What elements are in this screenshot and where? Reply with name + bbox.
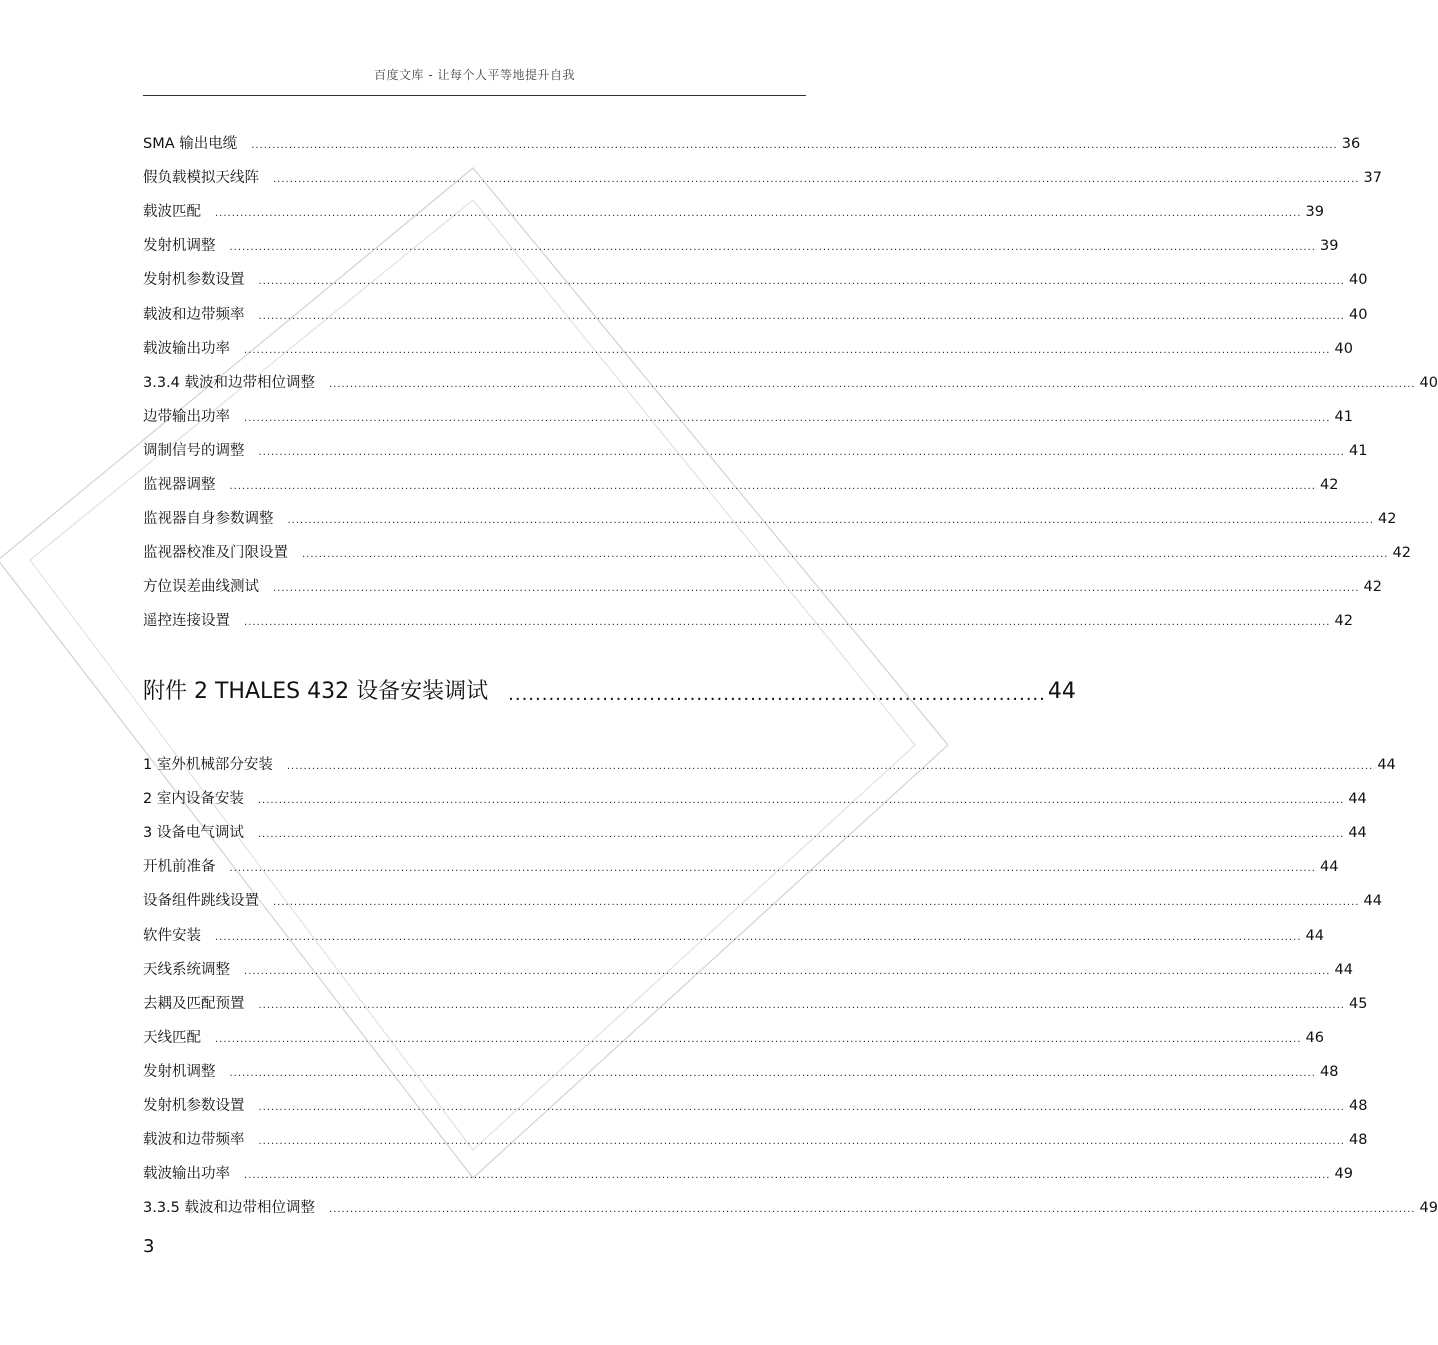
leader-dots: .................................................................................................................................................................................................................................................................... — [329, 1204, 1416, 1216]
toc-entry[interactable] — [143, 506, 1397, 528]
toc-entry-page: 48 — [1348, 1132, 1368, 1149]
leader-dots: .................................................................................................................................................................................................................................................................... — [244, 344, 1331, 356]
toc-entry-title: 天线系统调整 — [143, 961, 230, 978]
leader-dots: .................................................................................................................................................................................................................................................................... — [244, 1170, 1331, 1182]
leader-dots: .................................................................................................................................................................................................................................................................... — [251, 140, 1338, 151]
toc-entry-page: 42 — [1334, 613, 1353, 630]
leader-dots: .................................................................................................................................................................................................................................................................... — [258, 310, 1345, 322]
leader-dots: .................................................................................................................................................................................................................................................................... — [286, 761, 1374, 772]
toc-entry[interactable] — [143, 1059, 1339, 1081]
toc-entry-page: 42 — [1363, 579, 1382, 596]
toc-entry-title: 监视器自身参数调整 — [143, 511, 274, 528]
toc-entry[interactable] — [143, 199, 1324, 221]
toc-entry[interactable] — [143, 820, 1367, 842]
toc-entry-title: 开机前准备 — [143, 859, 216, 876]
leader-dots: .................................................................................................................................................................................................................................................................... — [258, 1136, 1345, 1148]
toc-entry-page: 40 — [1334, 340, 1353, 357]
leader-dots: .................................................................................................................................................................................................................................................................... — [257, 829, 1345, 841]
leader-dots: .................................................................................................................................................................................................................................................................... — [244, 965, 1331, 977]
toc-entry-page: 39 — [1319, 238, 1339, 255]
toc-entry[interactable] — [143, 608, 1353, 630]
leader-dots: .................................................................................................................................................................................................................................................................... — [229, 863, 1316, 875]
leader-dots: .................................................................................................................................................................................................................................................................... — [229, 242, 1316, 254]
toc-entry-page: 42 — [1392, 545, 1411, 562]
toc-entry[interactable] — [143, 472, 1339, 494]
leader-dots: .................................................................................................................................................................................................................................................................... — [258, 1102, 1345, 1113]
toc-entry-title: 去耦及匹配预置 — [143, 995, 245, 1012]
leader-dots: .................................................................................................................................................................................................................................................................... — [258, 446, 1345, 458]
toc-entry[interactable] — [143, 336, 1353, 358]
toc-entry-title: 假负载模拟天线阵 — [143, 170, 259, 187]
leader-dots: .................................................................................................................................................................................................................................................................... — [302, 549, 1389, 561]
toc-entry-title: 载波和边带频率 — [143, 1132, 245, 1149]
toc-entry-title: 载波和边带频率 — [143, 306, 245, 323]
toc-entry-page: 44 — [1377, 757, 1396, 773]
section-page: 44 — [1047, 679, 1076, 704]
leader-dots: .................................................................................................................................................................................................................................................................... — [273, 583, 1360, 595]
toc-entry-page: 45 — [1348, 995, 1368, 1012]
toc-entry-title: 发射机参数设置 — [143, 272, 245, 289]
toc-entry-title: 边带输出功率 — [143, 408, 230, 425]
section-leader-dots: ................................................................................ — [508, 684, 1046, 705]
leader-dots: .................................................................................................................................................................................................................................................................... — [229, 1067, 1316, 1079]
page-number: 3 — [143, 1236, 155, 1257]
toc-entry[interactable] — [143, 540, 1411, 562]
leader-dots: .................................................................................................................................................................................................................................................................... — [215, 208, 1302, 220]
toc-entry[interactable] — [143, 1093, 1368, 1115]
toc-entry[interactable] — [143, 438, 1368, 460]
toc-entry-page: 42 — [1377, 511, 1397, 528]
toc-entry-title: 3.3.4 载波和边带相位调整 — [143, 374, 316, 391]
toc-entry[interactable] — [143, 574, 1382, 596]
toc-entry[interactable] — [143, 888, 1382, 910]
toc-entry[interactable] — [143, 991, 1368, 1013]
toc-entry-page: 37 — [1363, 170, 1382, 187]
toc-entry-title: 调制信号的调整 — [143, 442, 245, 459]
leader-dots: .................................................................................................................................................................................................................................................................... — [287, 515, 1374, 527]
toc-entry[interactable] — [143, 923, 1324, 945]
toc-entry-title: 方位误差曲线测试 — [143, 579, 259, 596]
toc-entry-title: 3 设备电气调试 — [143, 825, 244, 842]
toc-entry-page: 41 — [1334, 408, 1353, 425]
toc-entry-page: 44 — [1348, 791, 1367, 808]
leader-dots: .................................................................................................................................................................................................................................................................... — [229, 481, 1316, 492]
toc-entry-page: 48 — [1319, 1063, 1339, 1080]
toc-entry-page: 42 — [1319, 477, 1339, 493]
toc-entry-page: 36 — [1341, 136, 1361, 152]
toc-entry-title: 载波匹配 — [143, 204, 201, 221]
toc-entry[interactable] — [143, 1161, 1353, 1183]
toc-section-heading[interactable] — [143, 674, 1076, 706]
toc-entry[interactable] — [143, 131, 1361, 153]
toc-entry-title: 监视器调整 — [143, 477, 216, 493]
toc-entry[interactable] — [143, 1127, 1368, 1149]
toc-entry-title: 发射机参数设置 — [143, 1098, 245, 1114]
leader-dots: .................................................................................................................................................................................................................................................................... — [258, 276, 1345, 288]
toc-entry-title: 发射机调整 — [143, 238, 216, 255]
toc-entry-page: 41 — [1348, 442, 1368, 459]
toc-entry-title: 天线匹配 — [143, 1029, 201, 1046]
toc-entry-title: 2 室内设备安装 — [143, 791, 244, 808]
toc-entry-title: 1 室外机械部分安装 — [143, 757, 273, 773]
toc-entry[interactable] — [143, 267, 1368, 289]
toc-entry-title: 载波输出功率 — [143, 1166, 230, 1183]
toc-entry-title: 软件安装 — [143, 927, 201, 944]
leader-dots: .................................................................................................................................................................................................................................................................... — [258, 999, 1345, 1011]
toc-entry-page: 40 — [1419, 374, 1438, 391]
toc-entry[interactable] — [143, 370, 1438, 392]
toc-entry-page: 44 — [1334, 961, 1353, 978]
leader-dots: .................................................................................................................................................................................................................................................................... — [273, 174, 1360, 186]
toc-entry[interactable] — [143, 1195, 1438, 1217]
toc-entry-title: 载波输出功率 — [143, 340, 230, 357]
toc-entry[interactable] — [143, 404, 1353, 426]
toc-entry[interactable] — [143, 233, 1339, 255]
toc-entry-title: 3.3.5 载波和边带相位调整 — [143, 1200, 316, 1217]
toc-entry-page: 44 — [1348, 825, 1367, 842]
toc-entry-page: 46 — [1305, 1029, 1324, 1046]
toc-entry-title: 监视器校准及门限设置 — [143, 545, 288, 562]
toc-entry-page: 40 — [1348, 306, 1368, 323]
section-title: 附件 2 THALES 432 设备安装调试 — [143, 679, 489, 704]
toc-entry[interactable] — [143, 957, 1353, 979]
toc-entry[interactable] — [143, 854, 1339, 876]
toc-entry-page: 49 — [1419, 1200, 1438, 1217]
header-rule — [143, 95, 806, 96]
page-header: 百度文库 - 让每个人平等地提升自我 — [374, 68, 575, 82]
leader-dots: .................................................................................................................................................................................................................................................................... — [244, 617, 1331, 629]
toc-entry-page: 48 — [1348, 1098, 1368, 1114]
leader-dots: .................................................................................................................................................................................................................................................................... — [329, 378, 1416, 390]
toc-entry-title: 遥控连接设置 — [143, 613, 230, 630]
leader-dots: .................................................................................................................................................................................................................................................................... — [273, 897, 1360, 909]
toc-entry[interactable] — [143, 302, 1368, 324]
toc-entry-page: 49 — [1334, 1166, 1353, 1183]
leader-dots: .................................................................................................................................................................................................................................................................... — [215, 931, 1302, 943]
toc-entry-page: 44 — [1363, 893, 1382, 910]
toc-entry-page: 40 — [1348, 272, 1368, 289]
toc-entry-title: 发射机调整 — [143, 1063, 216, 1080]
toc-entry[interactable] — [143, 752, 1396, 774]
toc-entry-page: 44 — [1305, 927, 1324, 944]
toc-entry[interactable] — [143, 786, 1367, 808]
toc-entry[interactable] — [143, 1025, 1324, 1047]
toc-entry-page: 39 — [1305, 204, 1324, 221]
toc-entry[interactable] — [143, 165, 1382, 187]
toc-entry-title: SMA 输出电缆 — [143, 136, 238, 152]
leader-dots: .................................................................................................................................................................................................................................................................... — [215, 1033, 1302, 1045]
leader-dots: .................................................................................................................................................................................................................................................................... — [257, 795, 1345, 807]
toc-entry-title: 设备组件跳线设置 — [143, 893, 259, 910]
toc-entry-page: 44 — [1319, 859, 1339, 876]
leader-dots: .................................................................................................................................................................................................................................................................... — [244, 412, 1331, 424]
